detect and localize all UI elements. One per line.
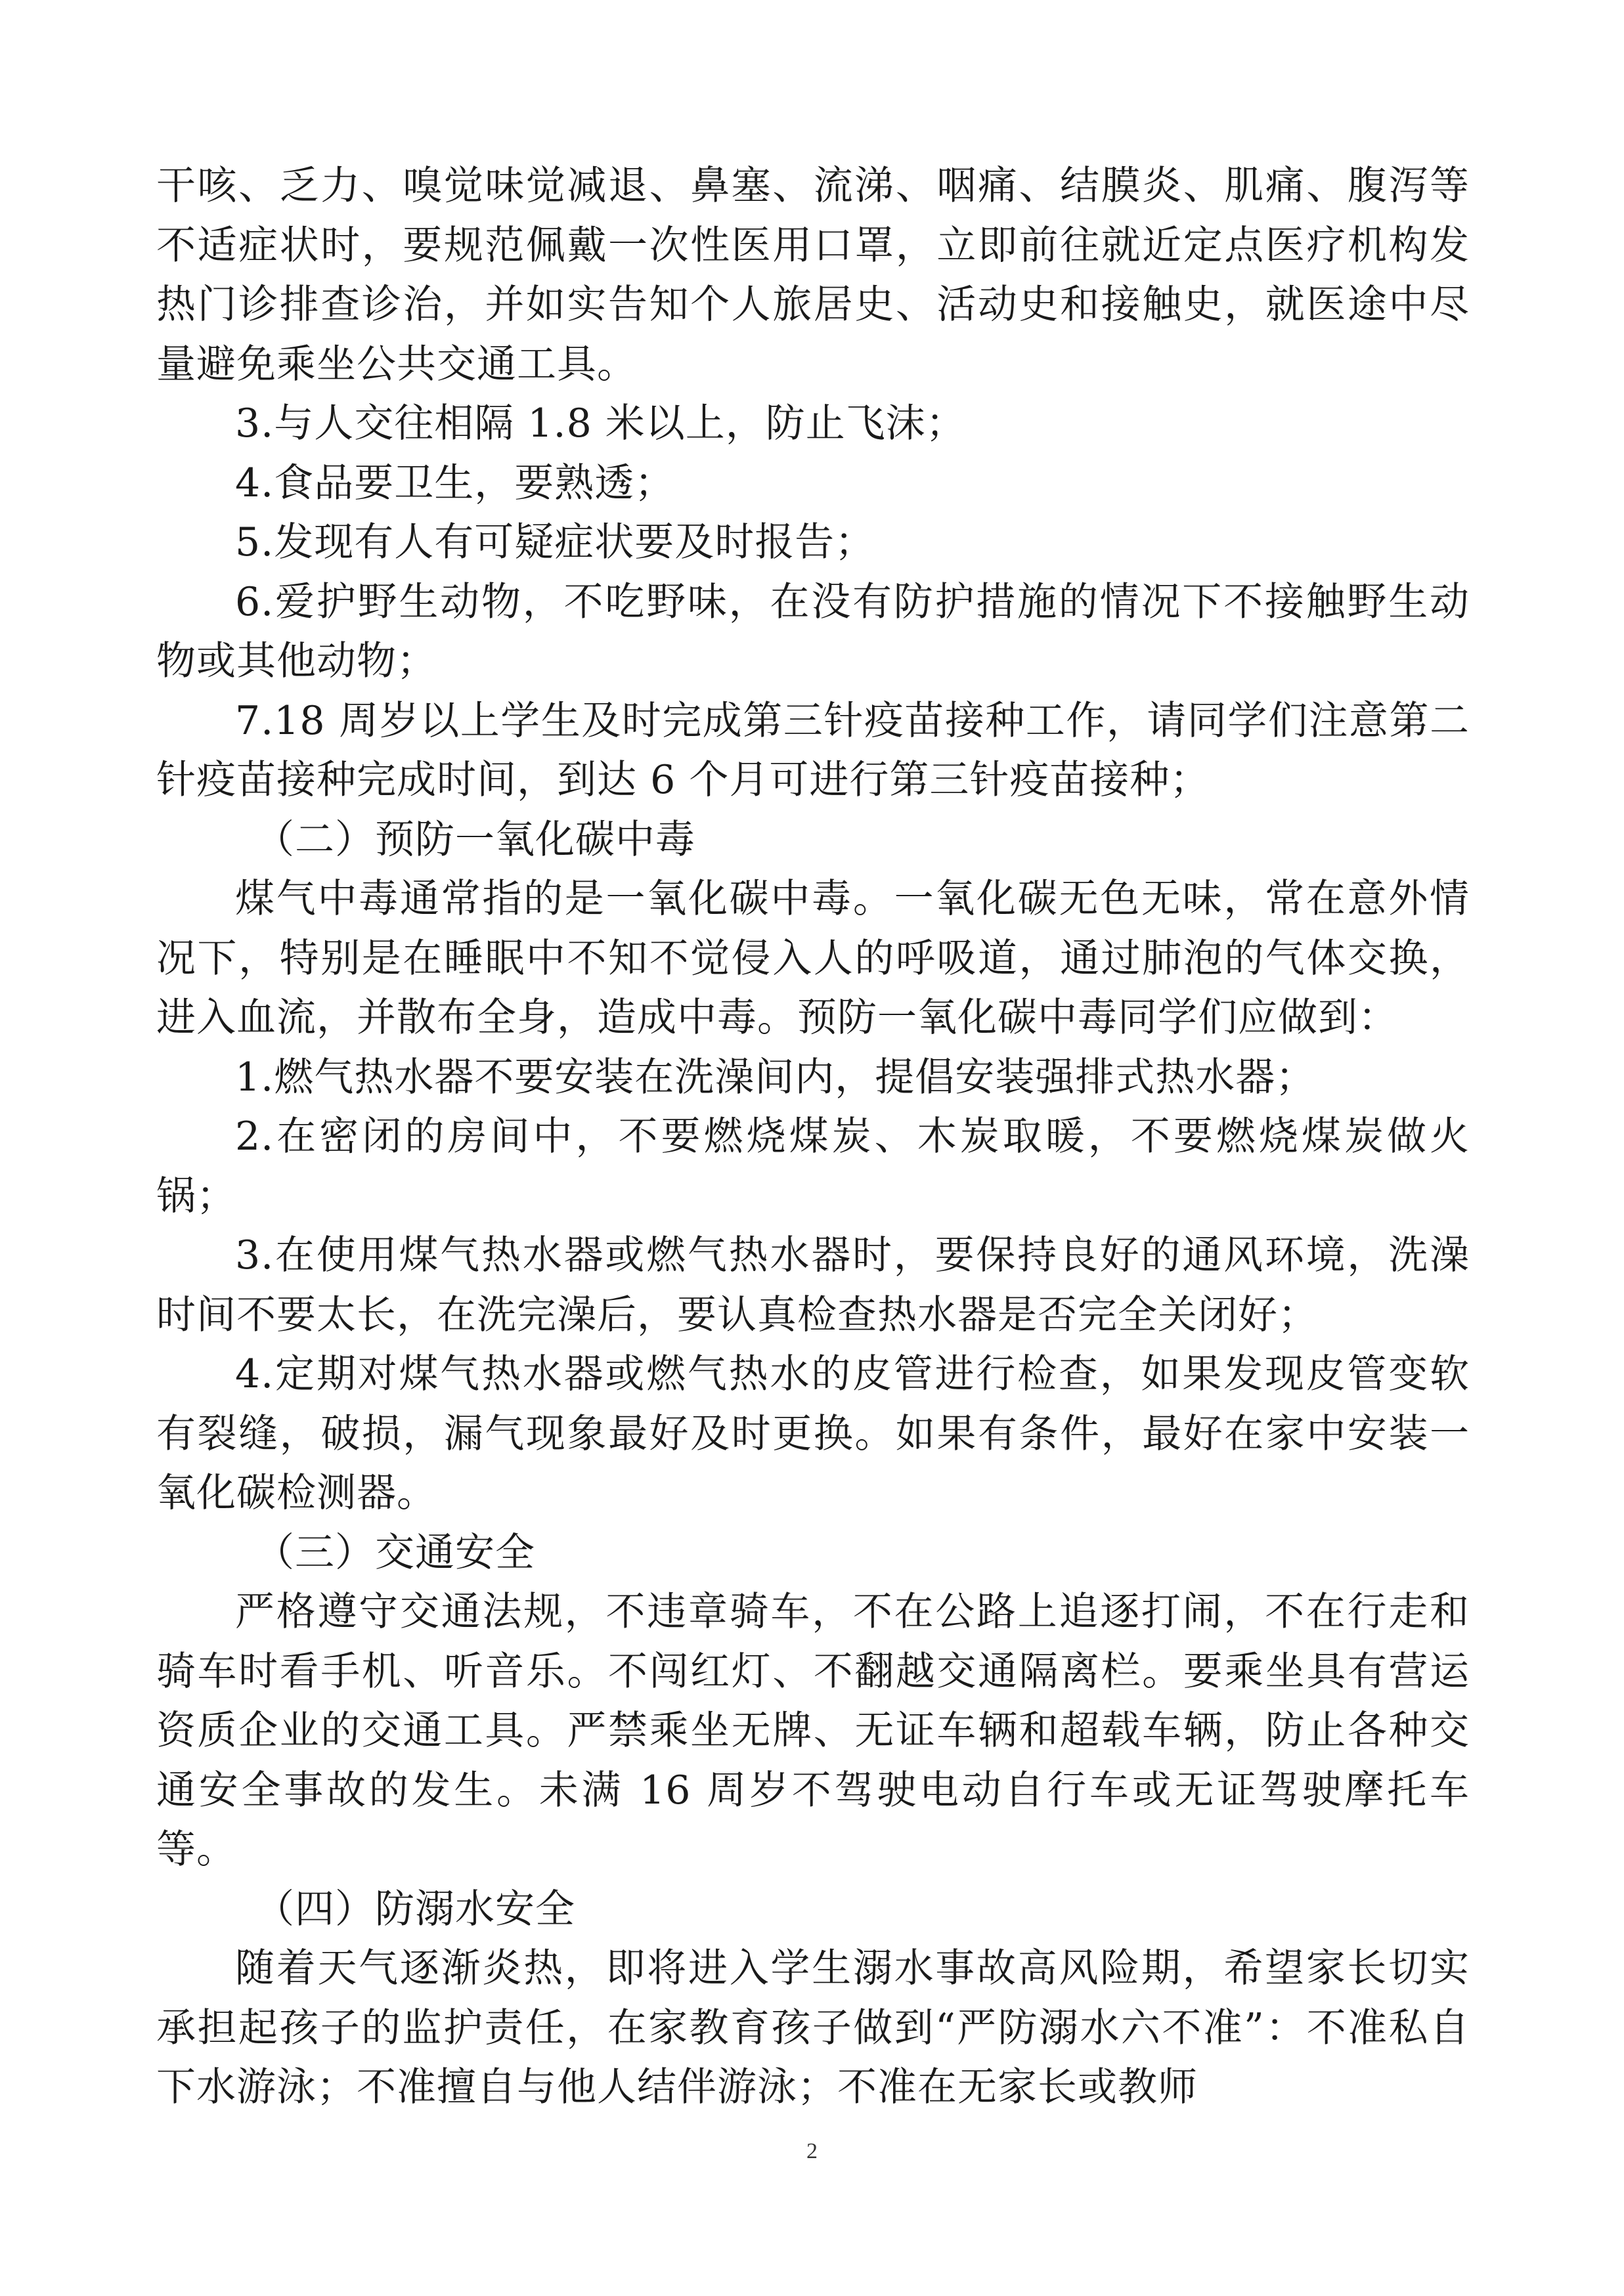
list-item-vaccine: 7.18 周岁以上学生及时完成第三针疫苗接种工作，请同学们注意第二针疫苗接种完成时间，到达 6 个月可进行第三针疫苗接种； xyxy=(156,697,1470,803)
section-heading-co-poisoning: （二）预防一氧化碳中毒 xyxy=(255,816,695,863)
paragraph-co-intro: 煤气中毒通常指的是一氧化碳中毒。一氧化碳无色无味，常在意外情况下，特别是在睡眠中不知不觉侵入人的呼吸道，通过肺泡的气体交换，进入血流，并散布全身，造成中毒。预防一氧化碳中毒同学们应做到： xyxy=(156,876,1470,1041)
page-number: 2 xyxy=(806,2139,818,2163)
document-body xyxy=(156,156,1470,2117)
list-item-ventilation: 3.在使用煤气热水器或燃气热水器时，要保持良好的通风环境，洗澡时间不要太长，在洗完澡后，要认真检查热水器是否完全关闭好； xyxy=(156,1232,1470,1338)
paragraph-drowning-rules: 随着天气逐渐炎热，即将进入学生溺水事故高风险期，希望家长切实承担起孩子的监护责任，在家教育孩子做到“严防溺水六不准”：不准私自下水游泳；不准擅自与他人结伴游泳；不准在无家长或教师 xyxy=(156,1945,1470,2110)
list-item-distance: 3.与人交往相隔 1.8 米以上，防止飞沫； xyxy=(235,401,966,446)
paragraph-symptoms-continued: 干咳、乏力、嗅觉味觉减退、鼻塞、流涕、咽痛、结膜炎、肌痛、腹泻等不适症状时，要规范佩戴一次性医用口罩，立即前往就近定点医疗机构发热门诊排查诊治，并如实告知个人旅居史、活动史和接触史，就医途中尽量避免乘坐公共交通工具。 xyxy=(156,163,1470,387)
list-item-hose-check: 4.定期对煤气热水器或燃气热水的皮管进行检查，如果发现皮管变软有裂缝，破损，漏气现象最好及时更换。如果有条件，最好在家中安装一氧化碳检测器。 xyxy=(156,1351,1470,1516)
paragraph-traffic-rules: 严格遵守交通法规，不违章骑车，不在公路上追逐打闹，不在行走和骑车时看手机、听音乐。不闯红灯、不翻越交通隔离栏。要乘坐具有营运资质企业的交通工具。严禁乘坐无牌、无证车辆和超载车辆，防止各种交通安全事故的发生。未满 16 周岁不驾驶电动自行车或无证驾驶摩托车等。 xyxy=(156,1589,1470,1873)
list-item-report-symptoms: 5.发现有人有可疑症状要及时报告； xyxy=(235,519,875,565)
section-heading-traffic-safety: （三）交通安全 xyxy=(255,1529,535,1576)
list-item-no-coal-burning: 2.在密闭的房间中，不要燃烧煤炭、木炭取暖，不要燃烧煤炭做火锅； xyxy=(156,1114,1470,1219)
list-item-wildlife: 6.爱护野生动物，不吃野味，在没有防护措施的情况下不接触野生动物或其他动物； xyxy=(156,578,1470,684)
list-item-water-heater-location: 1.燃气热水器不要安装在洗澡间内，提倡安装强排式热水器； xyxy=(235,1054,1316,1100)
section-heading-drowning-prevention: （四）防溺水安全 xyxy=(255,1886,575,1932)
list-item-food-hygiene: 4.食品要卫生，要熟透； xyxy=(235,460,675,506)
